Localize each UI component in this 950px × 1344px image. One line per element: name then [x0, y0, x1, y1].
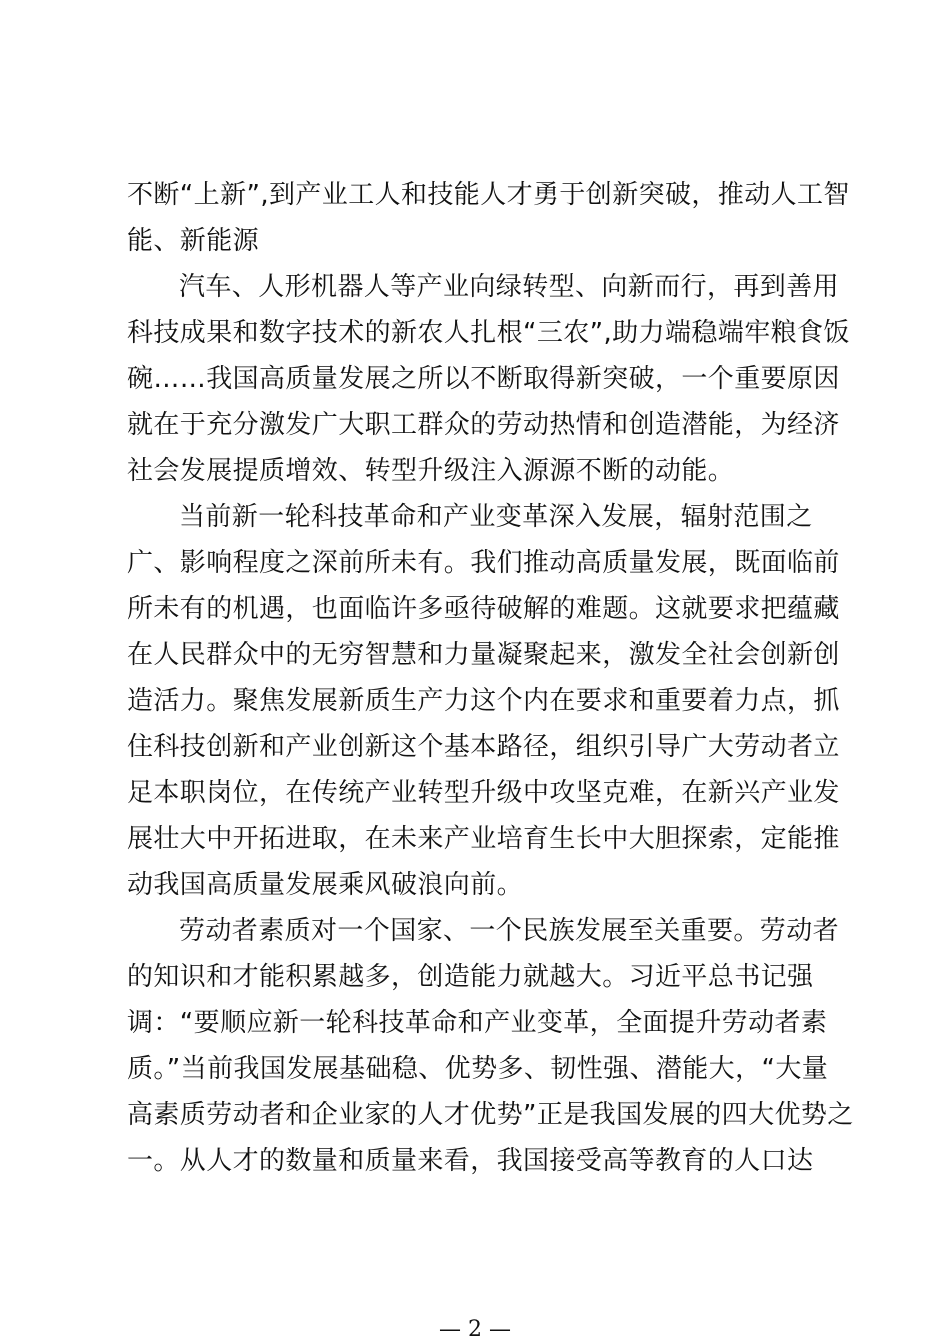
text-line: 质。”当前我国发展基础稳、优势多、韧性强、潜能大，“大量 — [127, 1054, 829, 1084]
text-line: 住科技创新和产业创新这个基本路径，组织引导广大劳动者立 — [127, 732, 840, 762]
body-text — [127, 172, 854, 1184]
page-number: — 2 — — [439, 1317, 511, 1342]
text-line: 就在于充分激发广大职工群众的劳动热情和创造潜能，为经济 — [127, 410, 840, 440]
text-line: 足本职岗位，在传统产业转型升级中攻坚克难，在新兴产业发 — [127, 778, 840, 808]
paragraph-4 — [127, 908, 854, 1184]
text-line: 一。从人才的数量和质量来看，我国接受高等教育的人口达 — [127, 1146, 814, 1176]
text-line: 调：“要顺应新一轮科技革命和产业变革，全面提升劳动者素 — [127, 1008, 828, 1038]
text-line: 社会发展提质增效、转型升级注入源源不断的动能。 — [127, 456, 735, 486]
text-line: 高素质劳动者和企业家的人才优势”正是我国发展的四大优势之 — [127, 1100, 854, 1130]
text-line: 造活力。聚焦发展新质生产力这个内在要求和重要着力点，抓 — [127, 686, 840, 716]
text-line: 能、新能源 — [127, 226, 260, 256]
text-line: 在人民群众中的无穷智慧和力量凝聚起来，激发全社会创新创 — [127, 640, 840, 670]
text-line: 所未有的机遇，也面临许多亟待破解的难题。这就要求把蕴藏 — [127, 594, 840, 624]
paragraph-1 — [127, 172, 850, 264]
text-line: 不断“上新”,到产业工人和技能人才勇于创新突破，推动人工智 — [127, 180, 850, 210]
text-line: 动我国高质量发展乘风破浪向前。 — [127, 870, 524, 900]
paragraph-2 — [127, 264, 850, 494]
text-line: 广、影响程度之深前所未有。我们推动高质量发展，既面临前 — [127, 548, 840, 578]
paragraph-3 — [127, 494, 840, 908]
text-line: 当前新一轮科技革命和产业变革深入发展，辐射范围之 — [179, 502, 813, 532]
text-line: 劳动者素质对一个国家、一个民族发展至关重要。劳动者 — [179, 916, 840, 946]
text-line: 碗……我国高质量发展之所以不断取得新突破，一个重要原因 — [127, 364, 840, 394]
text-line: 的知识和才能积累越多，创造能力就越大。习近平总书记强 — [127, 962, 814, 992]
text-line: 汽车、人形机器人等产业向绿转型、向新而行，再到善用 — [179, 272, 840, 302]
text-line: 科技成果和数字技术的新农人扎根“三农”,助力端稳端牢粮食饭 — [127, 318, 850, 348]
text-line: 展壮大中开拓进取，在未来产业培育生长中大胆探索，定能推 — [127, 824, 840, 854]
